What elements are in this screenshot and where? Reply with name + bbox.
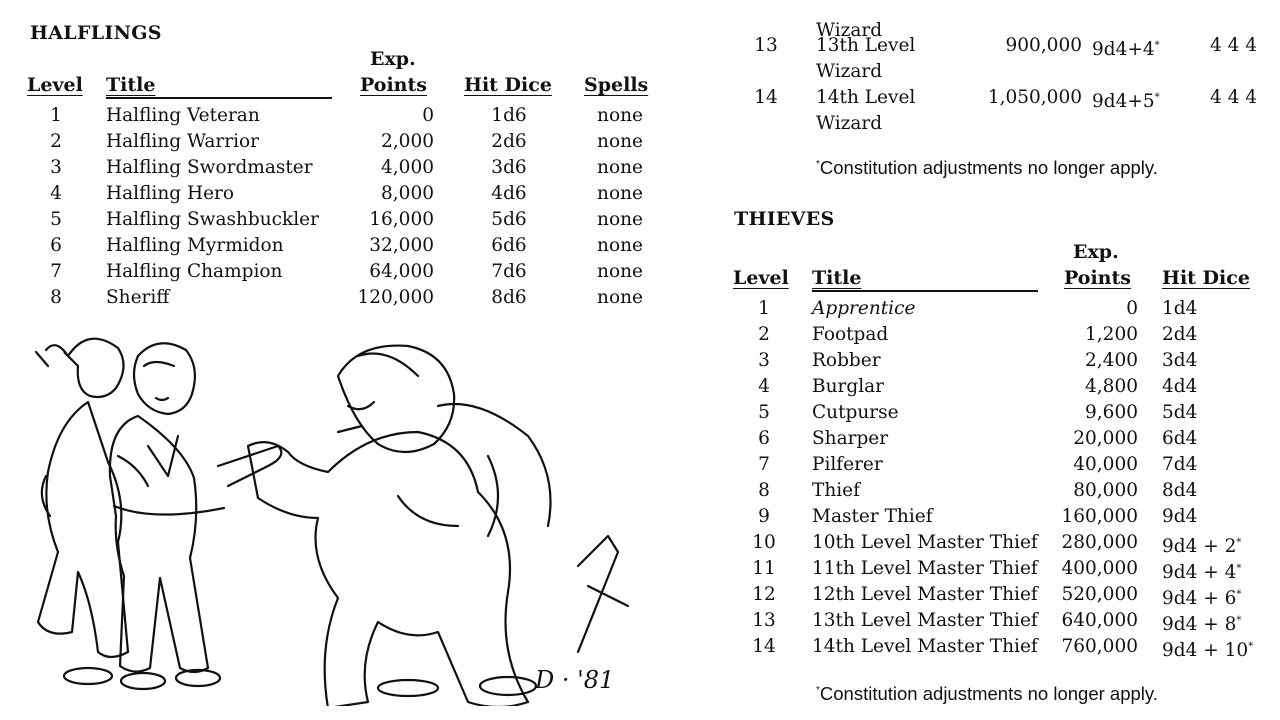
thieves-row-points: 760,000 xyxy=(1061,636,1138,657)
thieves-row-hitdice xyxy=(1162,504,1272,530)
thieves-row-title: Sharper xyxy=(812,428,889,449)
halflings-row-level: 7 xyxy=(50,261,62,282)
wizard-row-spells: 4 4 4 xyxy=(1210,87,1258,108)
halflings-row-hd: 5d6 xyxy=(491,209,527,230)
thieves-row-title: Thief xyxy=(812,480,860,501)
thieves-row-hitdice xyxy=(1162,478,1272,504)
halflings-row-hd: 2d6 xyxy=(491,131,527,152)
thieves-row-level: 8 xyxy=(758,480,770,501)
thieves-hitdice-value: 3d4 xyxy=(1162,350,1198,371)
artist-signature: D · '81 xyxy=(535,666,615,694)
thieves-row-level: 10 xyxy=(752,532,776,553)
thieves-hitdice-mark: * xyxy=(1236,589,1242,600)
halflings-row-points: 0 xyxy=(422,105,434,126)
thieves-hitdice-column xyxy=(1162,296,1272,660)
thieves-row-title: Pilferer xyxy=(812,454,883,475)
halflings-exp-header-bottom: Points xyxy=(360,74,427,96)
halflings-row-title: Halfling Veteran xyxy=(106,105,260,126)
thieves-hitdice-value: 9d4 + 8 xyxy=(1162,614,1237,636)
thieves-row-hitdice xyxy=(1162,426,1272,452)
halflings-row-spells: none xyxy=(597,131,643,152)
thieves-row-points: 400,000 xyxy=(1061,558,1138,579)
thieves-row-points: 520,000 xyxy=(1061,584,1138,605)
halflings-title-header: Title xyxy=(106,74,156,96)
thieves-hitdice-value: 5d4 xyxy=(1162,402,1198,423)
thieves-footnote-mark: * xyxy=(816,684,820,696)
thieves-row-hitdice xyxy=(1162,374,1272,400)
thieves-hitdice-value: 9d4 + 2 xyxy=(1162,536,1237,558)
thieves-row-hitdice xyxy=(1162,348,1272,374)
halflings-points-column xyxy=(330,103,434,311)
thieves-row-title: Footpad xyxy=(812,324,889,345)
thieves-row-level: 2 xyxy=(758,324,770,345)
thieves-hitdice-value: 2d4 xyxy=(1162,324,1198,345)
thieves-row-title: 13th Level Master Thief xyxy=(812,610,1038,631)
thieves-row-points: 80,000 xyxy=(1073,480,1138,501)
halfling-figure-center xyxy=(110,343,281,689)
halflings-row-level: 8 xyxy=(50,287,62,308)
wizard-hitdice-mark: * xyxy=(1154,92,1160,103)
thieves-row-points: 20,000 xyxy=(1073,428,1138,449)
thieves-row-title: Burglar xyxy=(812,376,884,397)
wizard-hitdice-value: 9d4+5 xyxy=(1092,91,1155,113)
thieves-row-title: Cutpurse xyxy=(812,402,899,423)
warrior-figure-right xyxy=(248,346,628,706)
halflings-hitdice-header: Hit Dice xyxy=(464,74,552,96)
halflings-row-title: Halfling Swashbuckler xyxy=(106,209,319,230)
halflings-row-points: 64,000 xyxy=(369,261,434,282)
thieves-title-column xyxy=(812,296,1052,660)
halflings-row-points: 4,000 xyxy=(381,157,434,178)
thieves-row-hitdice xyxy=(1162,608,1272,634)
thieves-row-level: 4 xyxy=(758,376,770,397)
halflings-level-header: Level xyxy=(27,74,83,96)
halflings-row-level: 6 xyxy=(50,235,62,256)
wizard-row-title-line2: Wizard xyxy=(816,113,883,134)
halflings-row-title: Sheriff xyxy=(106,287,170,308)
thieves-hitdice-value: 6d4 xyxy=(1162,428,1198,449)
thieves-row-title: Apprentice xyxy=(812,298,916,319)
halflings-row-title: Halfling Swordmaster xyxy=(106,157,313,178)
thieves-row-points: 1,200 xyxy=(1085,324,1138,345)
halflings-row-level: 1 xyxy=(50,105,62,126)
thieves-row-hitdice xyxy=(1162,400,1272,426)
wizard-hitdice-value: 9d4+4 xyxy=(1092,39,1155,61)
halflings-row-title: Halfling Hero xyxy=(106,183,235,204)
halflings-row-spells: none xyxy=(597,287,643,308)
halflings-row-level: 5 xyxy=(50,209,62,230)
halflings-row-level: 4 xyxy=(50,183,62,204)
thieves-row-title: 12th Level Master Thief xyxy=(812,584,1038,605)
halflings-row-spells: none xyxy=(597,235,643,256)
thieves-hitdice-value: 4d4 xyxy=(1162,376,1198,397)
thieves-row-points: 4,800 xyxy=(1085,376,1138,397)
wizard-hitdice-mark: * xyxy=(1154,40,1160,51)
thieves-row-level: 14 xyxy=(752,636,776,657)
thieves-hitdice-mark: * xyxy=(1236,563,1242,574)
thieves-row-hitdice xyxy=(1162,296,1272,322)
halflings-row-spells: none xyxy=(597,157,643,178)
thieves-row-hitdice xyxy=(1162,322,1272,348)
wizard-row-level: 14 xyxy=(754,87,778,108)
halflings-spells-column xyxy=(574,103,666,311)
halflings-row-title: Halfling Warrior xyxy=(106,131,259,152)
halflings-row-title: Halfling Champion xyxy=(106,261,283,282)
wizards-footnote-text: Constitution adjustments no longer apply. xyxy=(819,157,1158,178)
thieves-row-level: 11 xyxy=(752,558,776,579)
wizards-footnote xyxy=(816,157,1158,179)
thieves-row-points: 40,000 xyxy=(1073,454,1138,475)
thieves-footnote xyxy=(816,683,1158,705)
wizard-row-title: 14th Level xyxy=(816,87,916,108)
thieves-hitdice-header: Hit Dice xyxy=(1162,267,1250,289)
wizards-footnote-mark: * xyxy=(816,158,820,170)
wizard-row-points: 1,050,000 xyxy=(987,87,1082,108)
thieves-row-level: 13 xyxy=(752,610,776,631)
thieves-row-points: 2,400 xyxy=(1085,350,1138,371)
thieves-hitdice-value: 8d4 xyxy=(1162,480,1198,501)
thieves-row-points: 640,000 xyxy=(1061,610,1138,631)
thieves-row-level: 12 xyxy=(752,584,776,605)
halflings-title-rule xyxy=(106,97,332,99)
thieves-hitdice-mark: * xyxy=(1248,641,1254,652)
thieves-exp-header-top: Exp. xyxy=(1073,241,1119,263)
thieves-row-title: Robber xyxy=(812,350,881,371)
halflings-spells-header: Spells xyxy=(584,74,649,96)
thieves-row-title: 10th Level Master Thief xyxy=(812,532,1038,553)
thieves-row-level: 5 xyxy=(758,402,770,423)
thieves-level-column xyxy=(742,296,786,660)
halflings-row-points: 8,000 xyxy=(381,183,434,204)
halflings-row-points: 2,000 xyxy=(381,131,434,152)
wizard-row-title-line2: Wizard xyxy=(816,20,883,41)
thieves-hitdice-value: 9d4 + 4 xyxy=(1162,562,1237,584)
halflings-row-points: 32,000 xyxy=(369,235,434,256)
wizard-row-title-line2: Wizard xyxy=(816,61,883,82)
thieves-row-level: 6 xyxy=(758,428,770,449)
thieves-row-level: 7 xyxy=(758,454,770,475)
thieves-hitdice-value: 9d4 + 10 xyxy=(1162,640,1249,662)
halflings-row-hd: 8d6 xyxy=(491,287,527,308)
halflings-row-spells: none xyxy=(597,209,643,230)
halflings-row-title: Halfling Myrmidon xyxy=(106,235,284,256)
thieves-points-column xyxy=(1036,296,1138,660)
thieves-row-level: 9 xyxy=(758,506,770,527)
thieves-row-hitdice xyxy=(1162,530,1272,556)
thieves-hitdice-mark: * xyxy=(1236,537,1242,548)
halflings-row-hd: 7d6 xyxy=(491,261,527,282)
halflings-title-column xyxy=(106,103,356,311)
halflings-row-hd: 4d6 xyxy=(491,183,527,204)
wizard-row-hitdice xyxy=(1092,33,1160,63)
thieves-row-points: 160,000 xyxy=(1061,506,1138,527)
thieves-row-hitdice xyxy=(1162,452,1272,478)
halflings-row-hd: 1d6 xyxy=(491,105,527,126)
thieves-hitdice-value: 7d4 xyxy=(1162,454,1198,475)
halflings-hitdice-column xyxy=(462,103,556,311)
thieves-exp-header-bottom: Points xyxy=(1064,267,1131,289)
thieves-hitdice-value: 1d4 xyxy=(1162,298,1198,319)
thieves-row-title: Master Thief xyxy=(812,506,933,527)
thieves-row-hitdice xyxy=(1162,582,1272,608)
halflings-row-level: 3 xyxy=(50,157,62,178)
thieves-title-rule xyxy=(812,290,1038,292)
halflings-exp-header-top: Exp. xyxy=(370,48,416,70)
thieves-row-hitdice xyxy=(1162,556,1272,582)
thieves-hitdice-value: 9d4 + 6 xyxy=(1162,588,1237,610)
thieves-title-header: Title xyxy=(812,267,862,289)
halflings-row-points: 120,000 xyxy=(357,287,434,308)
wizard-row-title: 13th Level xyxy=(816,35,916,56)
thieves-row-title: 11th Level Master Thief xyxy=(812,558,1038,579)
wizard-row-hitdice xyxy=(1092,85,1160,115)
thieves-footnote-text: Constitution adjustments no longer apply. xyxy=(819,683,1158,704)
halflings-row-points: 16,000 xyxy=(369,209,434,230)
thieves-row-level: 1 xyxy=(758,298,770,319)
thieves-hitdice-value: 9d4 xyxy=(1162,506,1198,527)
wizard-row-level: 13 xyxy=(754,35,778,56)
wizard-row-points: 900,000 xyxy=(1005,35,1082,56)
thieves-hitdice-mark: * xyxy=(1236,615,1242,626)
halflings-row-spells: none xyxy=(597,183,643,204)
halflings-row-level: 2 xyxy=(50,131,62,152)
thieves-row-hitdice xyxy=(1162,634,1272,660)
wizard-row-spells: 4 4 4 xyxy=(1210,35,1258,56)
thieves-level-header: Level xyxy=(733,267,789,289)
halflings-heading: HALFLINGS xyxy=(30,22,162,44)
halflings-row-spells: none xyxy=(597,105,643,126)
adventurers-illustration xyxy=(18,336,648,706)
halflings-row-hd: 3d6 xyxy=(491,157,527,178)
halflings-level-column xyxy=(36,103,76,311)
halflings-row-spells: none xyxy=(597,261,643,282)
thieves-row-title: 14th Level Master Thief xyxy=(812,636,1038,657)
thieves-row-level: 3 xyxy=(758,350,770,371)
thieves-row-points: 280,000 xyxy=(1061,532,1138,553)
halflings-row-hd: 6d6 xyxy=(491,235,527,256)
thieves-heading: THIEVES xyxy=(734,208,835,230)
thieves-row-points: 0 xyxy=(1126,298,1138,319)
thieves-row-points: 9,600 xyxy=(1085,402,1138,423)
